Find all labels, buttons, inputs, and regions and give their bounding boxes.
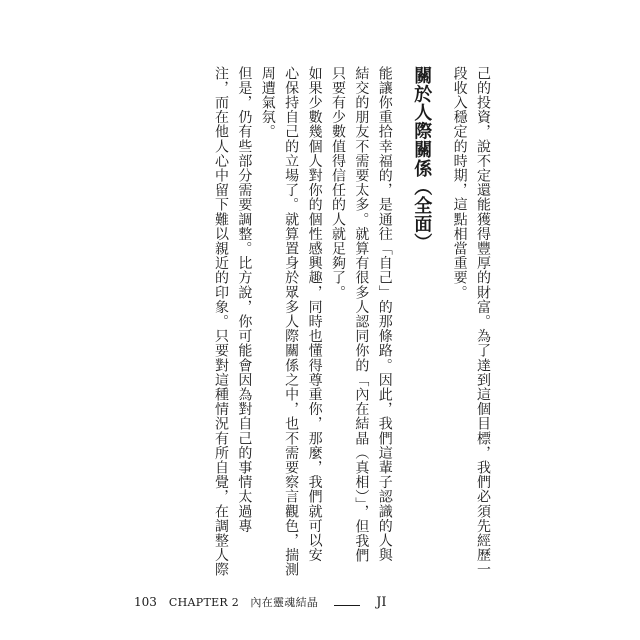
section-heading: 關於人際關係（全面） (411, 66, 433, 252)
page-footer (134, 594, 387, 610)
text-column: 心保持自己的立場了。就算置身於眾多人際關係之中，也不需要察言觀色，揣測 (283, 66, 300, 577)
text-column: 能讓你重拾幸福的，是通往「自己」的那條路。因此，我們這輩子認識的人與 (376, 66, 393, 563)
text-column: 但是，仍有些部分需要調整。比方說，你可能會因為對自己的事情太過專 (236, 66, 253, 534)
publisher-logo: JI (376, 595, 387, 610)
text-column: 結交的朋友不需要太多。就算有很多人認同你的「內在結晶（真相）」，但我們 (353, 66, 370, 563)
chapter-title: CHAPTER 2 內在靈魂結晶 (168, 596, 319, 609)
text-column: 注，而在他人心中留下難以親近的印象。只要對這種情況有所自覺，在調整人際 (212, 66, 229, 577)
text-column: 己的投資，說不定還能獲得豐厚的財富。為了達到這個目標，我們必須先經歷一 (475, 66, 491, 577)
footer-rule (334, 605, 360, 606)
text-column: 周遭氣氛。 (259, 66, 276, 139)
vertical-body-text (209, 66, 494, 577)
text-column: 段收入穩定的時期，這點相當重要。 (451, 66, 468, 300)
text-column: 只要有少數值得信任的人就足夠了。 (329, 66, 346, 300)
page-number: 103 (134, 595, 157, 609)
text-column: 如果少數幾個人對你的個性感興趣，同時也懂得尊重你，那麼，我們就可以安 (306, 66, 323, 563)
